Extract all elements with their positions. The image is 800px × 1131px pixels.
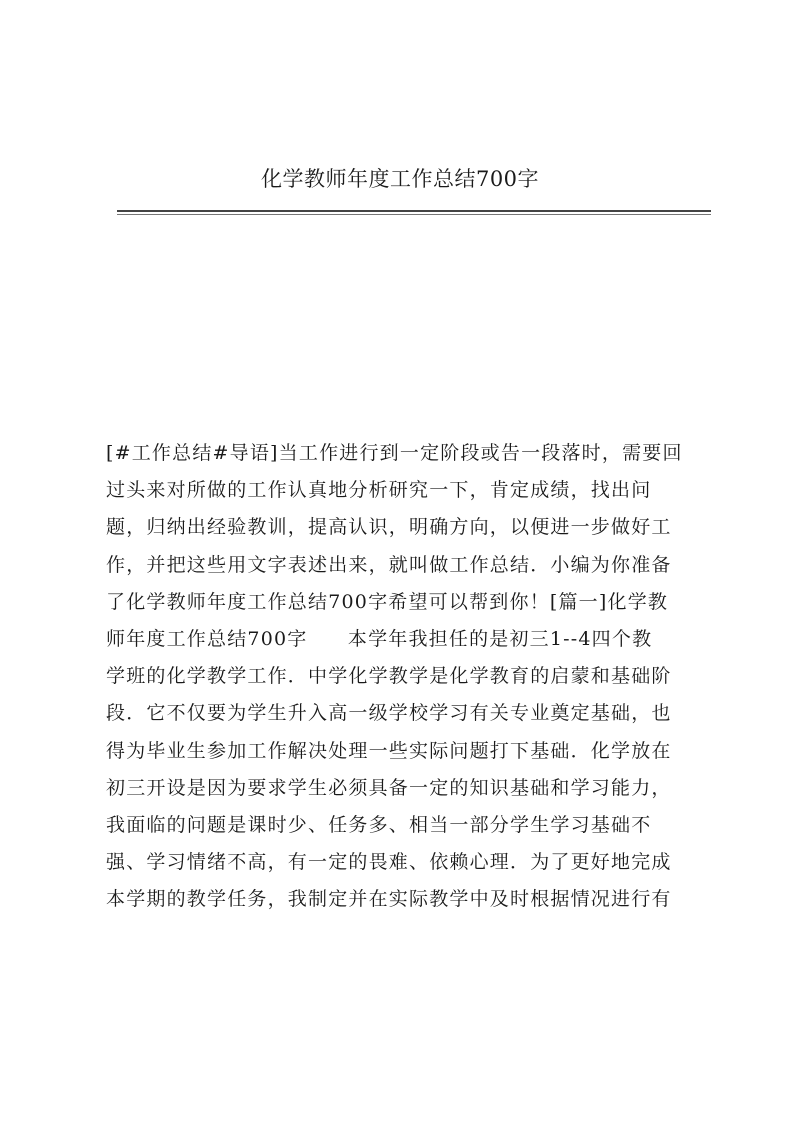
- body-line-7: 学班的化学教学工作．中学化学教学是化学教育的启蒙和基础阶: [106, 665, 672, 688]
- title-divider: [117, 210, 711, 212]
- body-line-2: 过头来对所做的工作认真地分析研究一下，肯定成绩，找出问: [106, 479, 652, 502]
- body-line-8: 段．它不仅要为学生升入高一级学校学习有关专业奠定基础，也: [106, 702, 672, 725]
- body-line-6: 师年度工作总结700字 本学年我担任的是初三1--4四个教: [106, 627, 653, 650]
- title-divider-thin: [117, 214, 711, 215]
- body-line-3: 题，归纳出经验教训，提高认识，明确方向，以便进一步做好工: [106, 516, 672, 539]
- body-line-9: 得为毕业生参加工作解决处理一些实际问题打下基础．化学放在: [106, 739, 672, 762]
- body-line-4: 作，并把这些用文字表述出来，就叫做工作总结．小编为你准备: [106, 553, 672, 576]
- page-title: 化学教师年度工作总结700字: [260, 167, 540, 191]
- body-line-11: 我面临的问题是课时少、任务多、相当一部分学生学习基础不: [106, 813, 652, 836]
- body-text: [106, 435, 706, 918]
- body-line-5: 了化学教师年度工作总结700字希望可以帮到你！[篇一]化学教: [106, 590, 669, 613]
- body-line-12: 强、学习情绪不高，有一定的畏难、依赖心理．为了更好地完成: [106, 851, 672, 874]
- body-line-1: [#工作总结#导语]当工作进行到一定阶段或告一段落时，需要回: [106, 442, 683, 464]
- body-line-10: 初三开设是因为要求学生必须具备一定的知识基础和学习能力，: [106, 776, 672, 799]
- body-line-13: 本学期的教学任务，我制定并在实际教学中及时根据情况进行有: [106, 888, 672, 911]
